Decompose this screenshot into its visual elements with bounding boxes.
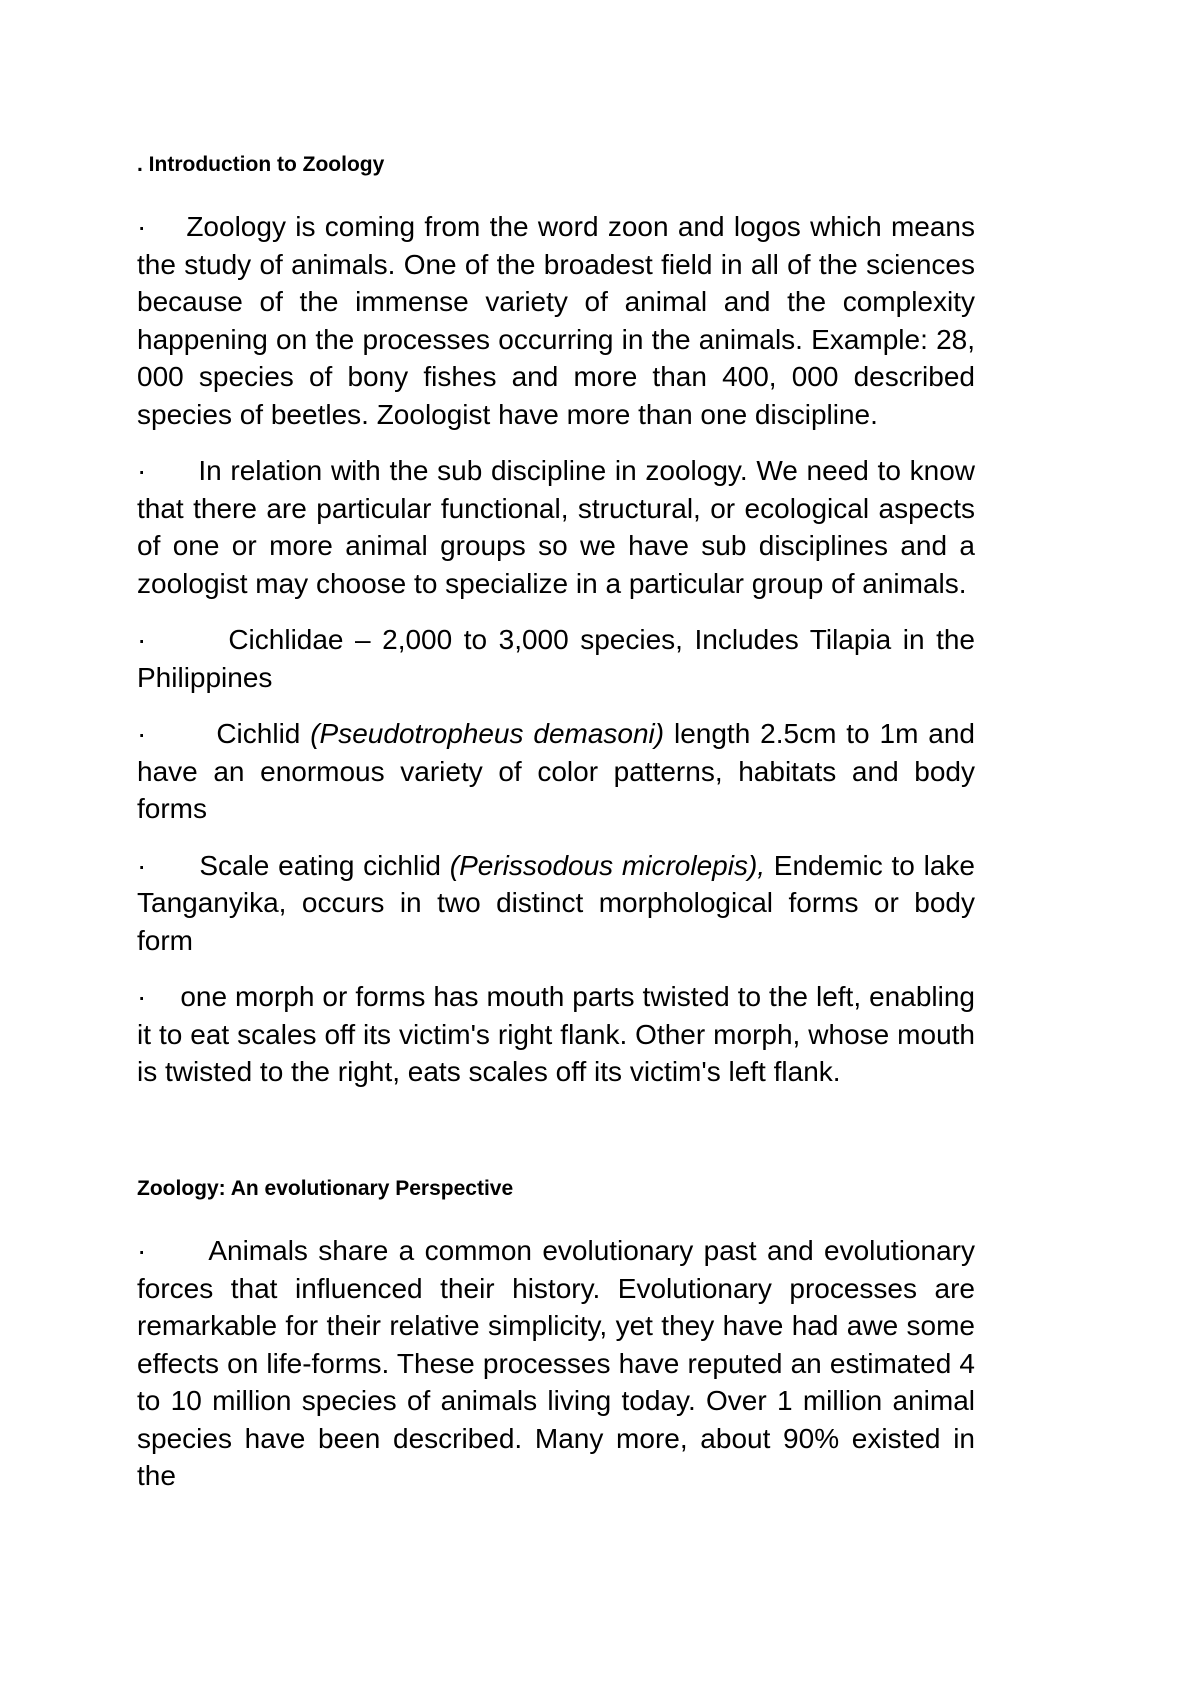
paragraph-text <box>137 981 975 1087</box>
paragraph-text <box>137 718 975 824</box>
bullet-tab-gap <box>146 648 228 649</box>
species-name-italic: (Perissodous microlepis), <box>449 849 766 881</box>
text-run: one morph or forms has mouth parts twisted to the left, enabling it to eat scales off its victim's right flank. Other morph, whose mouth is twisted to the right, eats scales off its victim's left flank. <box>137 981 975 1088</box>
bullet-marker: · <box>137 455 147 487</box>
text-run: Animals share a common evolutionary past and evolutionary forces that influenced their history. Evolutionary processes are remarkable for their relative simplicity, yet they have had awe some effects on life-forms. These processes have reputed an estimated 4 to 10 million species of animals living today. Over 1 million animal species have been described. Many more, about 90% existed in the <box>137 1235 975 1491</box>
text-run: Endemic to lake Tanganyika, occurs in two distinct morphological forms or body form <box>137 849 975 956</box>
bullet-paragraph-cichlidae <box>137 621 975 696</box>
species-name-italic: (Pseudotropheus demasoni) <box>310 718 665 750</box>
paragraph-text <box>137 624 975 693</box>
bullet-marker: · <box>137 211 147 243</box>
bullet-tab-gap <box>146 479 198 480</box>
section-heading-evolutionary-perspective: Zoology: An evolutionary Perspective <box>137 1176 514 1200</box>
bullet-paragraph-zoology-definition <box>137 208 975 433</box>
bullet-marker: · <box>137 1235 147 1266</box>
bullet-tab-gap <box>146 1005 180 1006</box>
text-run: Cichlid <box>216 718 311 750</box>
paragraph-text <box>137 455 975 599</box>
bullet-paragraph-morph-forms <box>137 978 975 1091</box>
bullet-tab-gap <box>146 1259 208 1260</box>
bullet-tab-gap <box>146 874 199 875</box>
bullet-marker: · <box>137 718 147 750</box>
bullet-paragraph-scale-eating-cichlid <box>137 847 975 960</box>
bullet-marker: · <box>137 981 147 1013</box>
paragraph-text <box>137 1235 975 1491</box>
text-run: Zoology is coming from the word zoon and logos which means the study of animals. One of the broadest field in all of the sciences because of the immense variety of animal and the complexity happening on the processes occurring in the animals. Example: 28, 000 species of bony fishes and more than 400, 000 described species of beetles. Zoologist have more than one discipline. <box>137 211 975 430</box>
text-run: Scale eating cichlid <box>199 849 450 881</box>
bullet-paragraph-cichlid-demasoni <box>137 715 975 828</box>
bullet-tab-gap <box>146 235 186 236</box>
bullet-marker: · <box>137 624 147 656</box>
paragraph-text <box>137 850 975 956</box>
text-run: length 2.5cm to 1m and have an enormous variety of color patterns, habitats and body forms <box>137 718 975 825</box>
text-run: In relation with the sub discipline in zoology. We need to know that there are particular functional, structural, or ecological aspects of one or more animal groups so we have sub disciplines and a zoologist may choose to specialize in a particular group of animals. <box>137 455 975 599</box>
bullet-paragraph-sub-disciplines <box>137 452 975 602</box>
bullet-paragraph-evolutionary-past <box>137 1232 975 1495</box>
paragraph-text <box>137 211 975 430</box>
bullet-tab-gap <box>146 742 216 743</box>
bullet-marker: · <box>137 849 147 881</box>
section-heading-introduction: . Introduction to Zoology <box>137 153 385 176</box>
text-run: Cichlidae – 2,000 to 3,000 species, Includes Tilapia in the Philippines <box>137 624 975 693</box>
